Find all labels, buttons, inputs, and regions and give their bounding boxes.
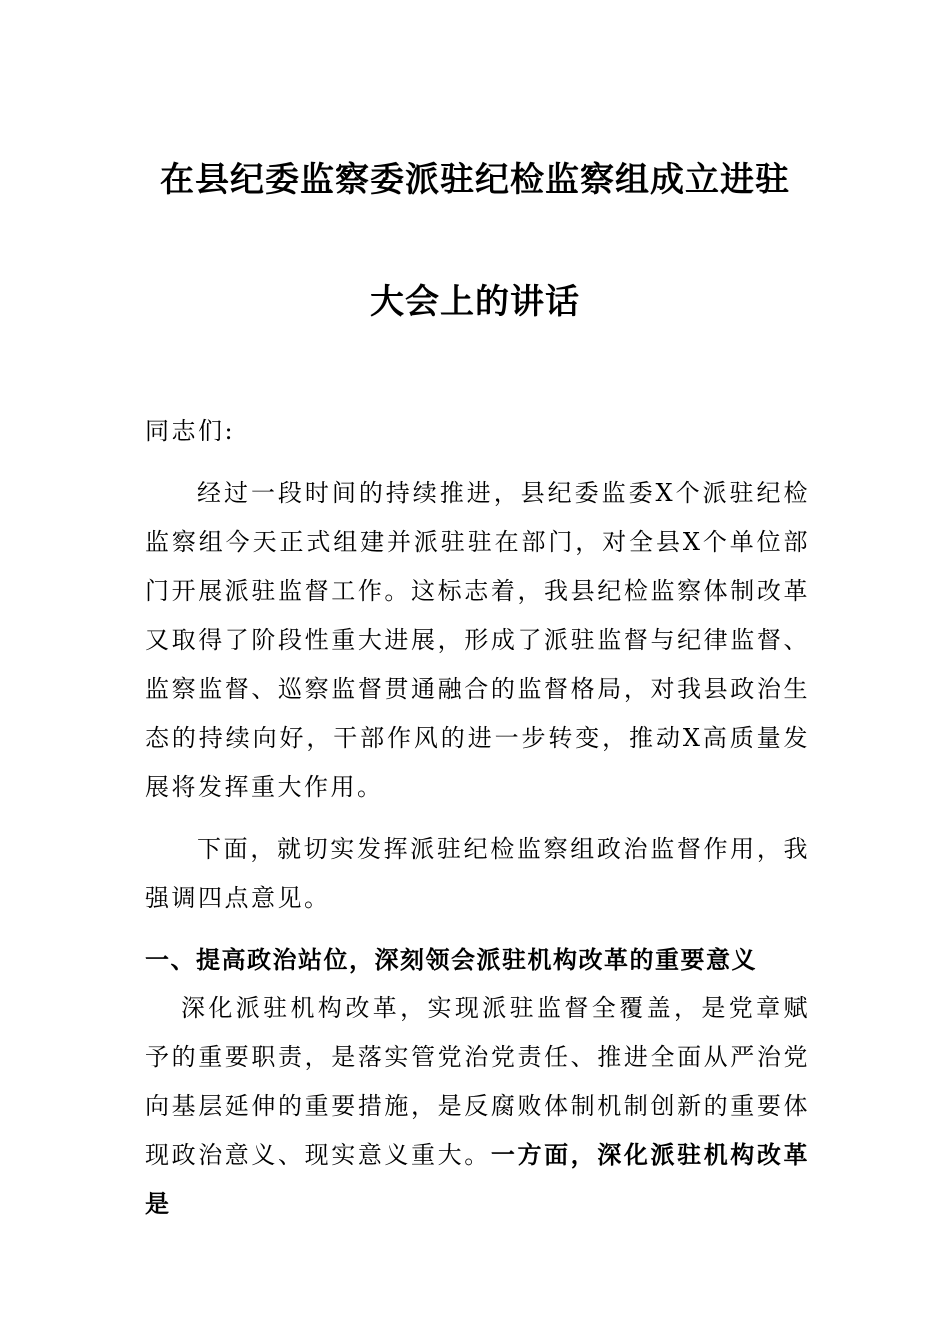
paragraph-section-1	[145, 984, 810, 1229]
greeting: 同志们:	[145, 417, 236, 445]
section-heading-1: 一、提高政治站位，深刻领会派驻机构改革的重要意义	[145, 946, 757, 974]
paragraph-section-1-bold-text: 一方面，深化派驻机构改革是	[145, 1141, 811, 1218]
paragraph-intro: 经过一段时间的持续推进，县纪委监委X个派驻纪检监察组今天正式组建并派驻驻在部门，对全县X个单位部门开展派驻监督工作。这标志着，我县纪检监察体制改革又取得了阶段性重大进展，形成了派驻监督与纪律监督、监察监督、巡察监督贯通融合的监督格局，对我县政治生态的持续向好，干部作风的进一步转变，推动X高质量发展将发挥重大作用。	[145, 479, 810, 801]
document-title-line-2: 大会上的讲话	[370, 282, 580, 322]
document-title-line-1: 在县纪委监察委派驻纪检监察组成立进驻	[160, 160, 790, 200]
paragraph-opinions: 下面，就切实发挥派驻纪检监察组政治监督作用，我强调四点意见。	[145, 835, 810, 912]
paragraph-section-1-text: 深化派驻机构改革，实现派驻监督全覆盖，是党章赋予的重要职责，是落实管党治党责任、推进全面从严治党向基层延伸的重要措施，是反腐败体制机制创新的重要体现政治意义、现实意义重大。	[145, 994, 810, 1169]
document-body	[145, 407, 810, 1229]
